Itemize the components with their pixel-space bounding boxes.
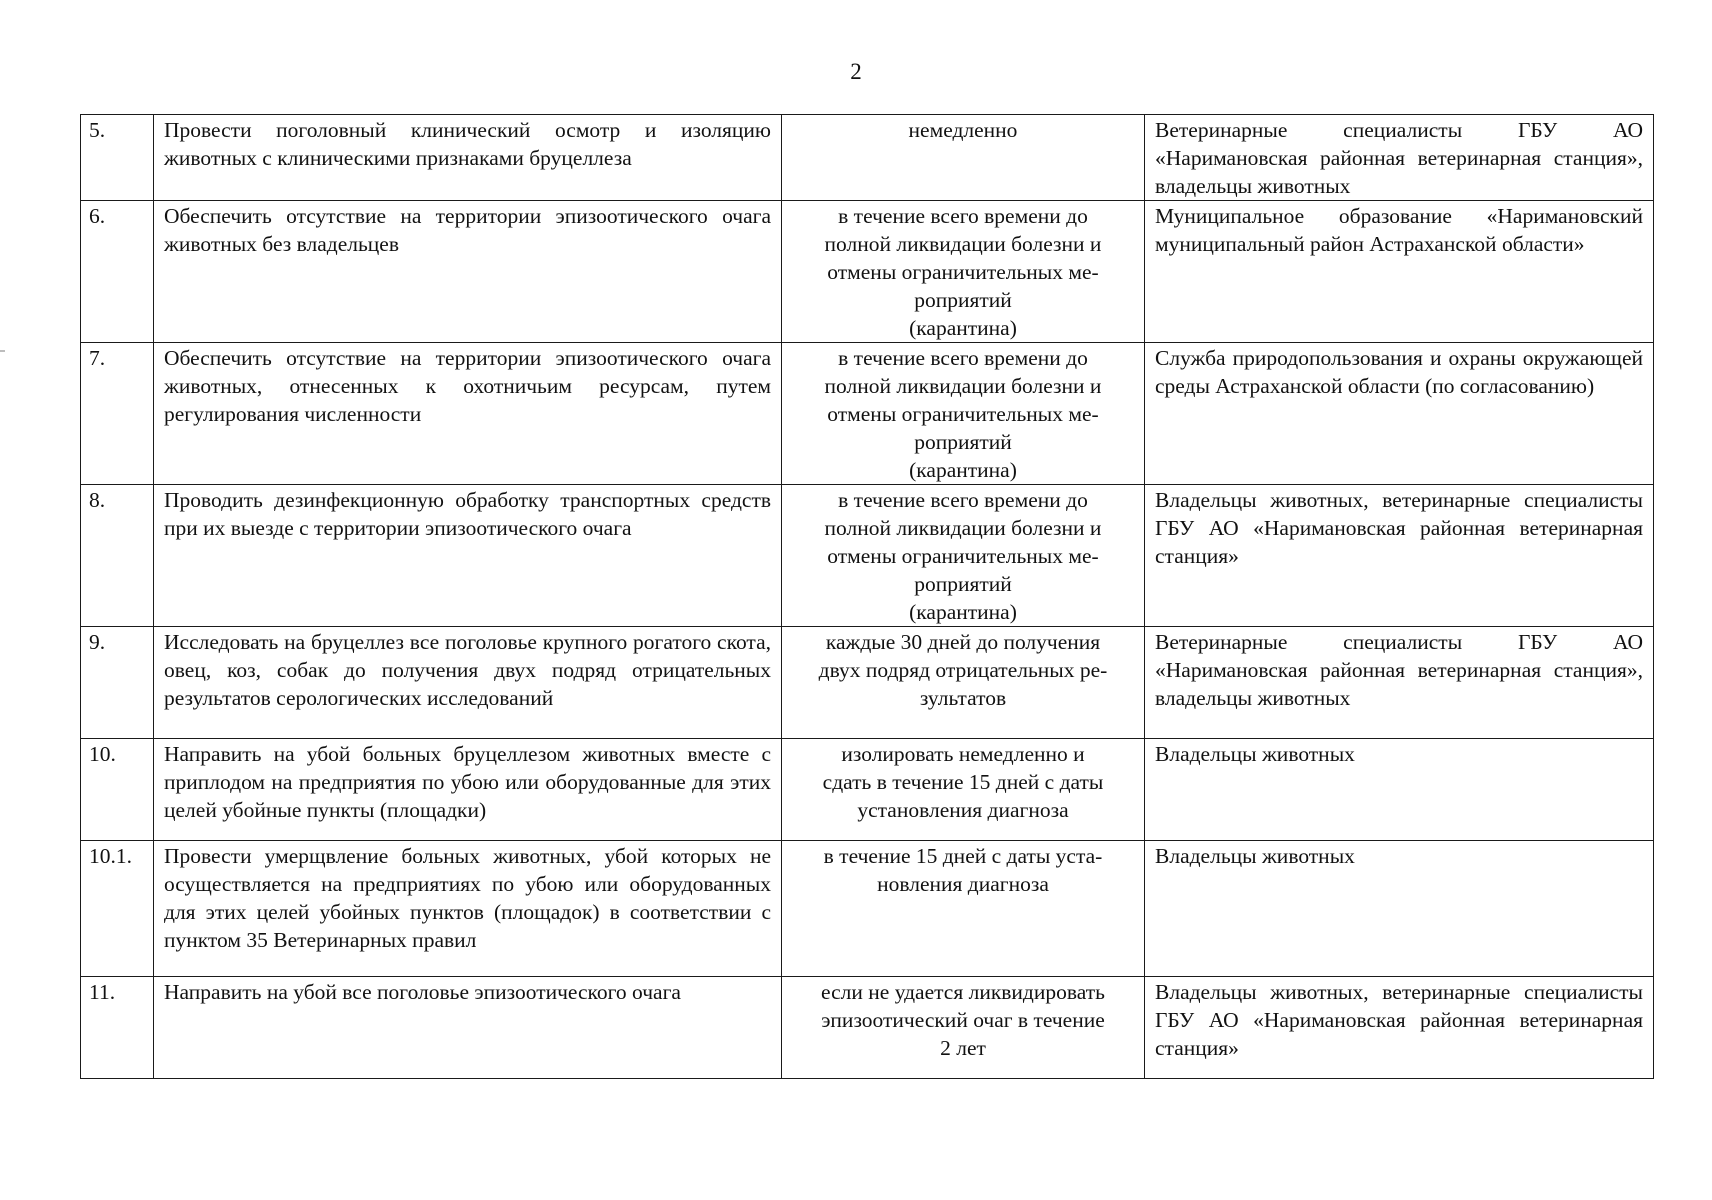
- responsible-text: Служба природопользования и охраны окружающей среды Астраханской области (по согласованию): [1145, 343, 1654, 485]
- measure-text: Провести умерщвление больных животных, убой которых не осуществляется на предприятиях по убою или оборудованных для этих целей убойных пунктов (площадок) в соответствии с пунктом 35 Ветеринарных правил: [154, 841, 782, 977]
- term-text: немедленно: [782, 115, 1145, 201]
- measure-text: Провести поголовный клинический осмотр и изоляцию животных с клиническими признаками бруцеллеза: [154, 115, 782, 201]
- row-number: 5.: [81, 115, 154, 201]
- measures-table: [80, 114, 1654, 1079]
- table-row: [81, 343, 1654, 485]
- table-row: [81, 485, 1654, 627]
- table-row: [81, 977, 1654, 1079]
- responsible-text: Ветеринарные специалисты ГБУ АО «Наримановская районная ветеринарная станция», владельцы животных: [1145, 115, 1654, 201]
- measure-text: Проводить дезинфекционную обработку транспортных средств при их выезде с территории эпизоотического очага: [154, 485, 782, 627]
- responsible-text: Владельцы животных, ветеринарные специалисты ГБУ АО «Наримановская районная ветеринарная станция»: [1145, 485, 1654, 627]
- row-number: 7.: [81, 343, 154, 485]
- row-number: 10.: [81, 739, 154, 841]
- row-number: 11.: [81, 977, 154, 1079]
- measure-text: Обеспечить отсутствие на территории эпизоотического очага животных, отнесенных к охотничьим ресурсам, путем регулирования численности: [154, 343, 782, 485]
- table-row: [81, 115, 1654, 201]
- term-text: в течение всего времени до полной ликвидации болезни и отмены ограничительных ме- роприятий (карантина): [782, 201, 1145, 343]
- responsible-text: Муниципальное образование «Наримановский муниципальный район Астраханской области»: [1145, 201, 1654, 343]
- row-number: 10.1.: [81, 841, 154, 977]
- responsible-text: Владельцы животных: [1145, 739, 1654, 841]
- term-text: в течение всего времени до полной ликвидации болезни и отмены ограничительных ме- роприятий (карантина): [782, 343, 1145, 485]
- responsible-text: Владельцы животных: [1145, 841, 1654, 977]
- table-row: [81, 841, 1654, 977]
- row-number: 8.: [81, 485, 154, 627]
- term-text: в течение всего времени до полной ликвидации болезни и отмены ограничительных ме- роприятий (карантина): [782, 485, 1145, 627]
- term-text: в течение 15 дней с даты уста- новления диагноза: [782, 841, 1145, 977]
- table-row: [81, 739, 1654, 841]
- row-number: 9.: [81, 627, 154, 739]
- measure-text: Исследовать на бруцеллез все поголовье крупного рогатого скота, овец, коз, собак до получения двух подряд отрицательных результатов серологических исследований: [154, 627, 782, 739]
- responsible-text: Ветеринарные специалисты ГБУ АО «Наримановская районная ветеринарная станция», владельцы животных: [1145, 627, 1654, 739]
- responsible-text: Владельцы животных, ветеринарные специалисты ГБУ АО «Наримановская районная ветеринарная станция»: [1145, 977, 1654, 1079]
- row-number: 6.: [81, 201, 154, 343]
- term-text: изолировать немедленно и сдать в течение 15 дней с даты установления диагноза: [782, 739, 1145, 841]
- scan-edge-mark: [0, 350, 5, 352]
- term-text: каждые 30 дней до получения двух подряд отрицательных ре- зультатов: [782, 627, 1145, 739]
- measure-text: Направить на убой больных бруцеллезом животных вместе с приплодом на предприятия по убою или оборудованные для этих целей убойные пункты (площадки): [154, 739, 782, 841]
- page-number: 2: [850, 59, 862, 84]
- measure-text: Обеспечить отсутствие на территории эпизоотического очага животных без владельцев: [154, 201, 782, 343]
- measure-text: Направить на убой все поголовье эпизоотического очага: [154, 977, 782, 1079]
- table-row: [81, 201, 1654, 343]
- term-text: если не удается ликвидировать эпизоотический очаг в течение 2 лет: [782, 977, 1145, 1079]
- table-row: [81, 627, 1654, 739]
